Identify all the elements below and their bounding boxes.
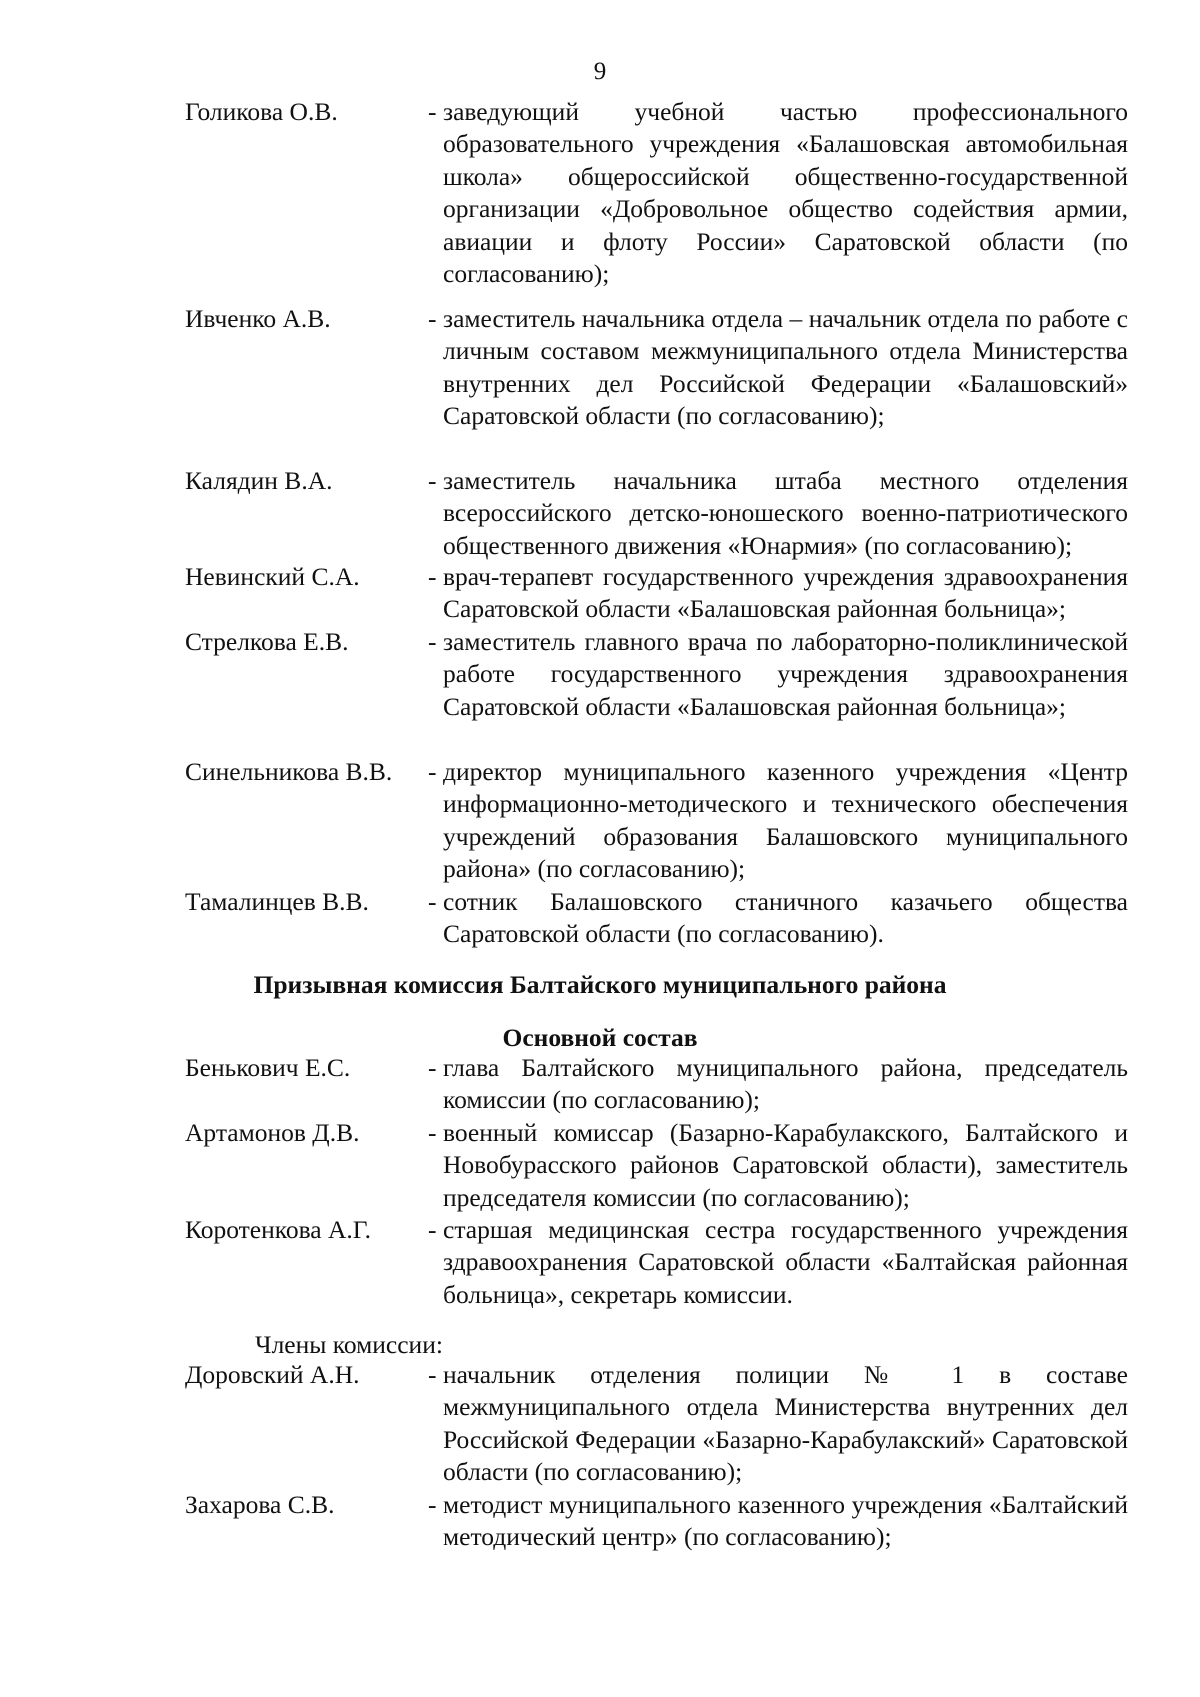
page-number: 9 (593, 58, 607, 85)
member-name: Синельникова В.В. (185, 757, 393, 786)
section-subtitle: Основной состав (502, 1023, 698, 1052)
member-dash: - (428, 1490, 437, 1519)
member-name: Ивченко А.В. (185, 304, 331, 333)
member-dash: - (428, 1118, 437, 1147)
member-name: Доровский А.Н. (185, 1360, 360, 1389)
member-dash: - (428, 757, 437, 786)
member-name: Тамалинцев В.В. (185, 887, 369, 916)
member-description: заведующий учебной частью профессионального образовательного учреждения «Балашовская автомобильная школа» общероссийской общественно-государственной организации «Добровольное общество содействия армии, авиации и флоту России» Саратовской области (по согласованию); (443, 97, 1128, 289)
member-description: начальник отделения полиции № 1 в составе межмуниципального отдела Министерства внутренних дел Российской Федерации «Базарно-Карабулакский» Саратовской области (по согласованию); (443, 1360, 1128, 1487)
member-dash: - (428, 1360, 437, 1389)
member-name: Бенькович Е.С. (185, 1053, 351, 1082)
members-label: Члены комиссии: (255, 1330, 443, 1359)
section-title: Призывная комиссия Балтайского муниципального района (253, 970, 947, 999)
member-name: Захарова С.В. (185, 1490, 335, 1519)
member-name: Калядин В.А. (185, 466, 333, 495)
member-description: военный комиссар (Базарно-Карабулакского, Балтайского и Новобурасского районов Саратовской области), заместитель председателя комиссии (по согласованию); (443, 1118, 1128, 1212)
member-dash: - (428, 887, 437, 916)
member-dash: - (428, 97, 437, 126)
member-dash: - (428, 627, 437, 656)
member-dash: - (428, 1053, 437, 1082)
member-dash: - (428, 562, 437, 591)
member-description: заместитель главного врача по лабораторно-поликлинической работе государственного учреждения здравоохранения Саратовской области «Балашовская районная больница»; (443, 627, 1128, 721)
member-description: старшая медицинская сестра государственного учреждения здравоохранения Саратовской области «Балтайская районная больница», секретарь комиссии. (443, 1215, 1128, 1309)
member-description: заместитель начальника отдела – начальник отдела по работе с личным составом межмуниципального отдела Министерства внутренних дел Российской Федерации «Балашовский» Саратовской области (по согласованию); (443, 304, 1128, 431)
member-dash: - (428, 304, 437, 333)
member-description: врач-терапевт государственного учреждения здравоохранения Саратовской области «Балашовская районная больница»; (443, 562, 1128, 624)
member-dash: - (428, 466, 437, 495)
member-name: Стрелкова Е.В. (185, 627, 349, 656)
member-name: Артамонов Д.В. (185, 1118, 360, 1147)
member-description: сотник Балашовского станичного казачьего общества Саратовской области (по согласованию). (443, 887, 1128, 949)
member-name: Невинский С.А. (185, 562, 360, 591)
member-dash: - (428, 1215, 437, 1244)
member-name: Коротенкова А.Г. (185, 1215, 372, 1244)
member-description: директор муниципального казенного учреждения «Центр информационно-методического и технического обеспечения учреждений образования Балашовского муниципального района» (по согласованию); (443, 757, 1128, 884)
member-description: заместитель начальника штаба местного отделения всероссийского детско-юношеского военно-патриотического общественного движения «Юнармия» (по согласованию); (443, 466, 1128, 560)
member-description: методист муниципального казенного учреждения «Балтайский методический центр» (по согласованию); (443, 1490, 1128, 1552)
member-name: Голикова О.В. (185, 97, 338, 126)
member-description: глава Балтайского муниципального района, председатель комиссии (по согласованию); (443, 1053, 1128, 1115)
